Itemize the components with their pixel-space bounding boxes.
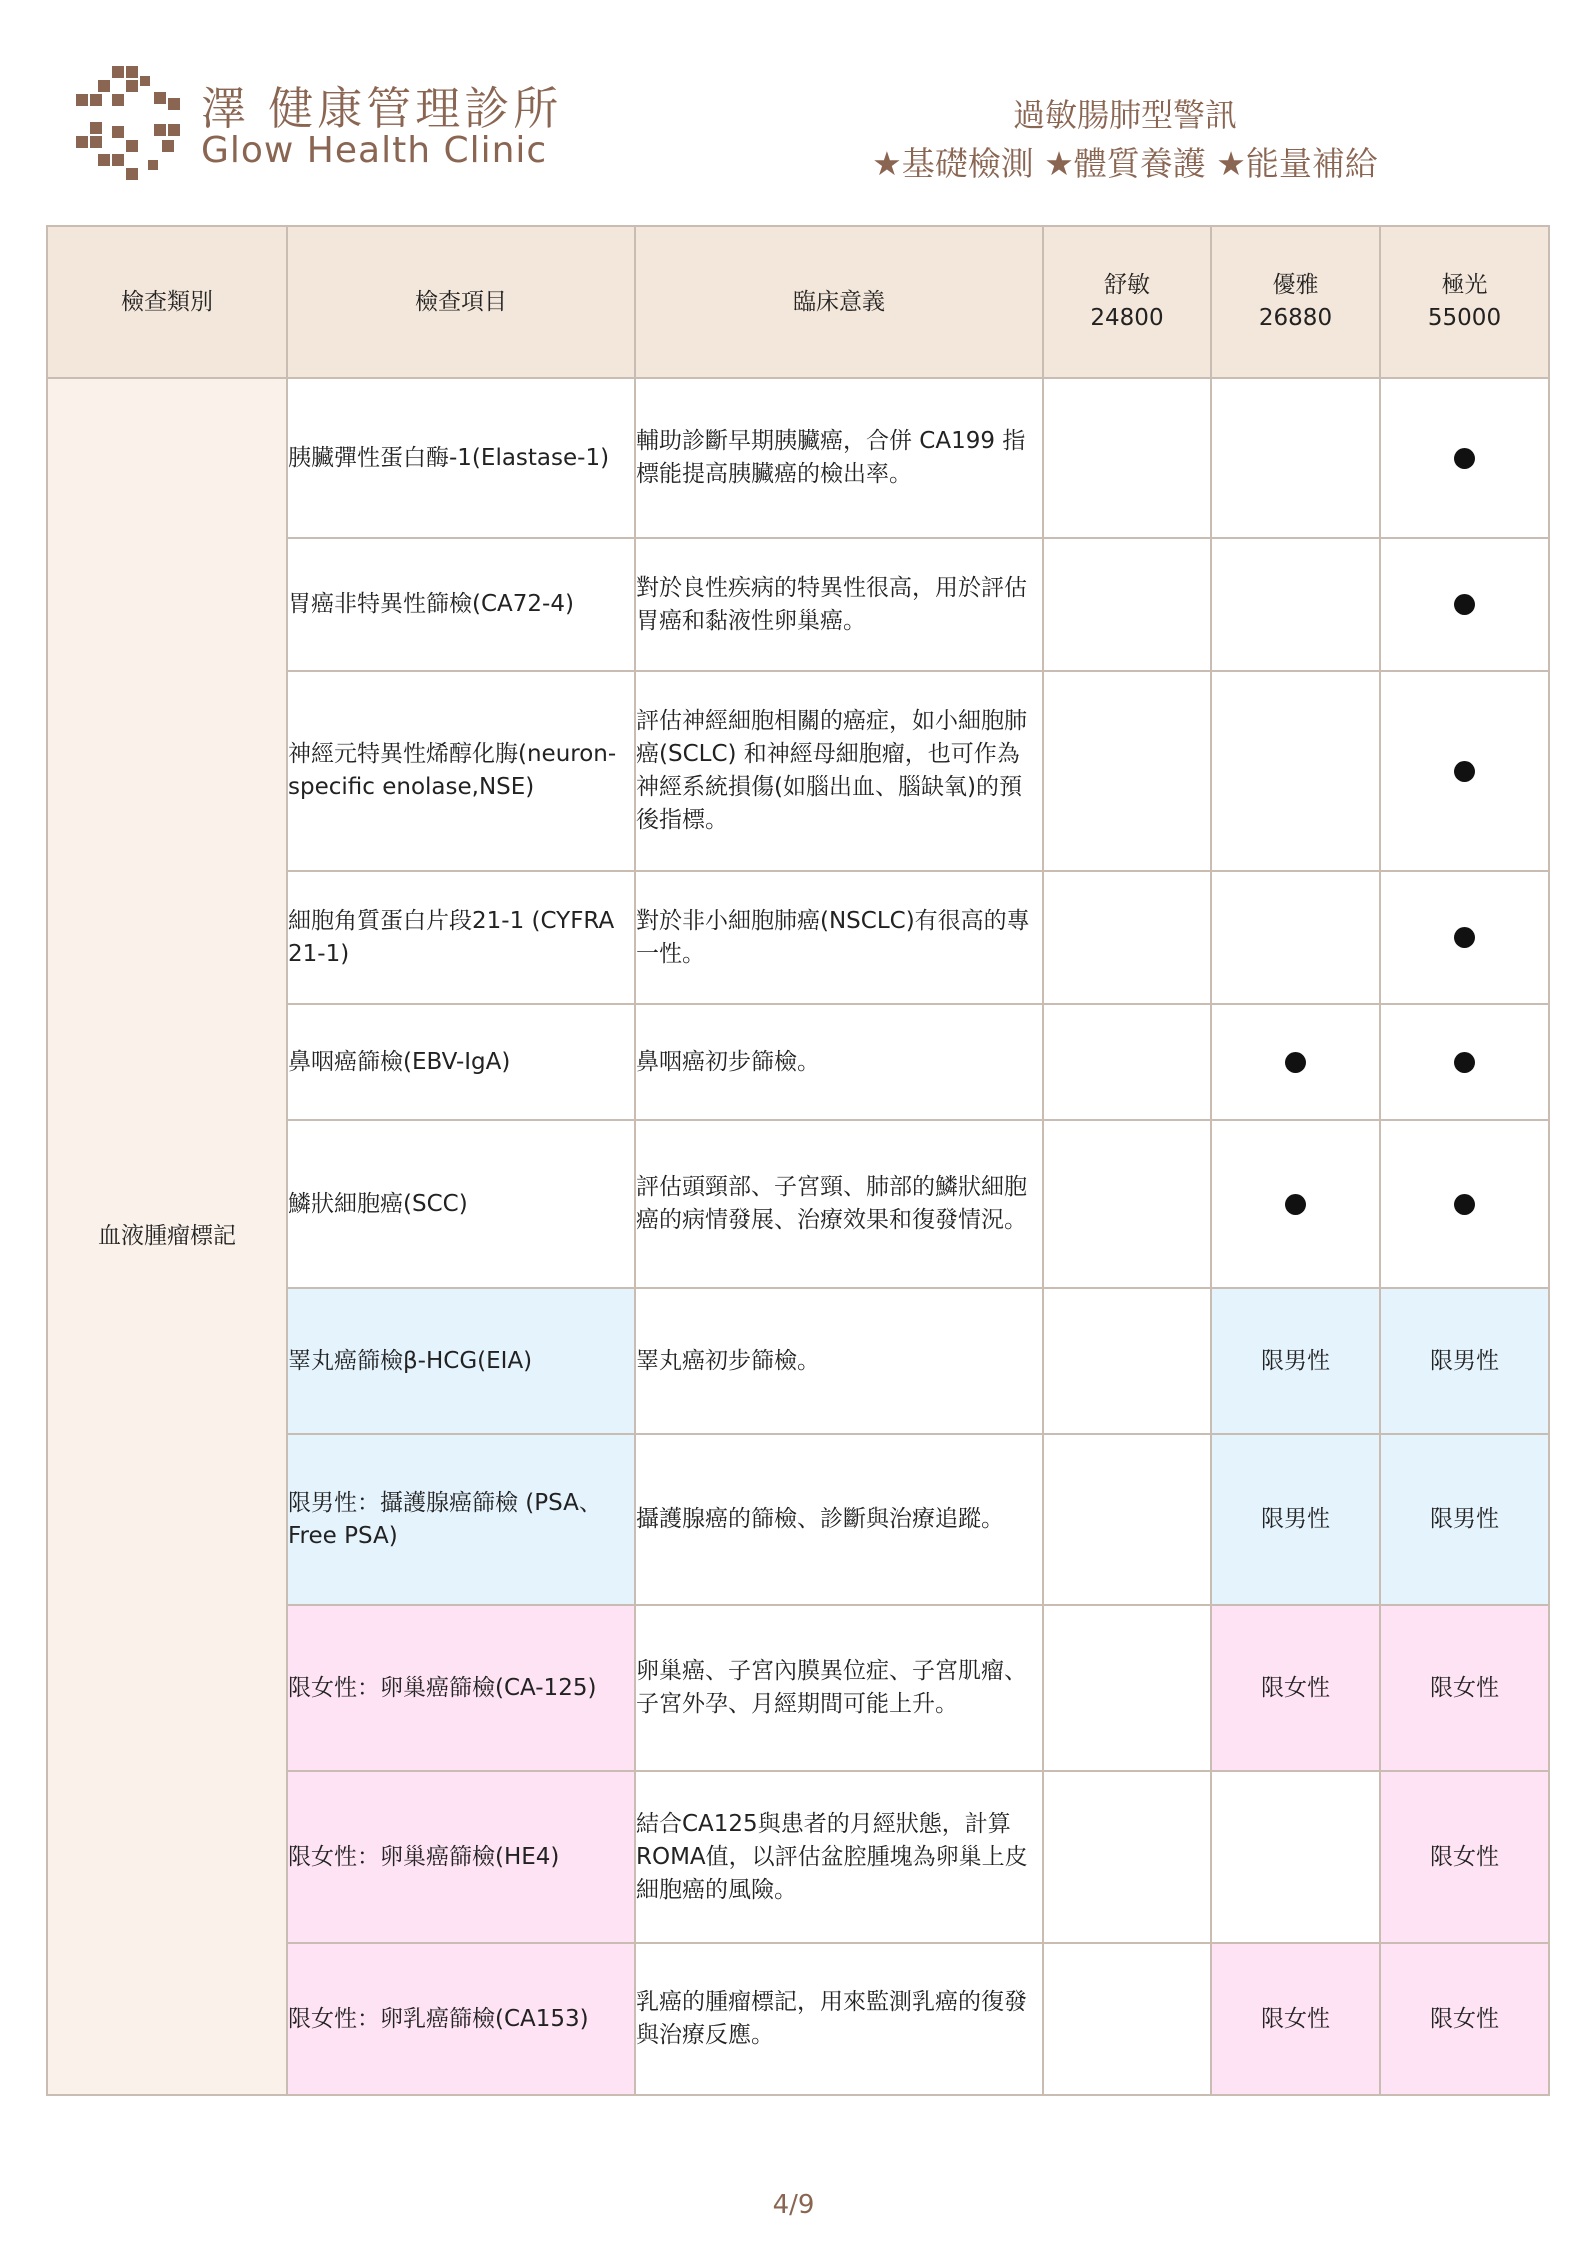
plan-2-cell: 限男性 <box>1211 1288 1380 1434</box>
meaning-cell: 鼻咽癌初步篩檢。 <box>635 1004 1043 1120</box>
plan-1-cell <box>1043 538 1211 671</box>
plan-3-cell: 限女性 <box>1380 1771 1549 1943</box>
table-header-row <box>47 226 1549 378</box>
included-dot-icon <box>1454 594 1475 615</box>
meaning-cell: 輔助診斷早期胰臟癌，合併 CA199 指標能提高胰臟癌的檢出率。 <box>635 378 1043 538</box>
item-cell: 胃癌非特異性篩檢(CA72-4) <box>287 538 635 671</box>
plan-1-cell <box>1043 378 1211 538</box>
meaning-cell: 評估頭頸部、子宮頸、肺部的鱗狀細胞癌的病情發展、治療效果和復發情況。 <box>635 1120 1043 1288</box>
item-cell: 鼻咽癌篩檢(EBV-IgA) <box>287 1004 635 1120</box>
brand-name-chinese: 澤 健康管理診所 <box>201 82 563 135</box>
plan-2-cell <box>1211 1004 1380 1120</box>
plan-price: 26880 <box>1258 305 1333 331</box>
plan-2-cell <box>1211 1771 1380 1943</box>
meaning-cell: 對於非小細胞肺癌(NSCLC)有很高的專一性。 <box>635 871 1043 1004</box>
included-dot-icon <box>1285 1194 1306 1215</box>
plan-1-cell <box>1043 1771 1211 1943</box>
plan-1-cell <box>1043 1288 1211 1434</box>
plan-price: 24800 <box>1090 305 1164 331</box>
meaning-cell: 乳癌的腫瘤標記，用來監測乳癌的復發與治療反應。 <box>635 1943 1043 2095</box>
plan-2-cell <box>1211 378 1380 538</box>
plan-3-cell: 限男性 <box>1380 1434 1549 1605</box>
item-cell: 限女性：卵巢癌篩檢(HE4) <box>287 1771 635 1943</box>
plan-3-cell <box>1380 378 1549 538</box>
plan-3-cell <box>1380 538 1549 671</box>
plan-name: 優雅 <box>1272 272 1319 298</box>
page-subtitle: ★基礎檢測 ★體質養護 ★能量補給 <box>872 144 1378 183</box>
category-cell: 血液腫瘤標記 <box>47 378 287 2095</box>
clinic-logo-icon <box>74 64 184 182</box>
plan-1-cell <box>1043 1120 1211 1288</box>
header-plan-1 <box>1043 226 1211 378</box>
plan-name: 極光 <box>1441 272 1488 298</box>
plan-2-cell <box>1211 538 1380 671</box>
item-cell: 細胞角質蛋白片段21-1 (CYFRA 21-1) <box>287 871 635 1004</box>
item-cell: 睪丸癌篩檢β-HCG(EIA) <box>287 1288 635 1434</box>
plan-1-cell <box>1043 1004 1211 1120</box>
item-cell: 神經元特異性烯醇化脢(neuron-specific enolase,NSE) <box>287 671 635 871</box>
meaning-cell: 結合CA125與患者的月經狀態，計算ROMA值，以評估盆腔腫塊為卵巢上皮細胞癌的風險。 <box>635 1771 1043 1943</box>
meaning-cell: 攝護腺癌的篩檢、診斷與治療追蹤。 <box>635 1434 1043 1605</box>
plan-3-cell: 限女性 <box>1380 1943 1549 2095</box>
table-row <box>47 378 1549 538</box>
item-cell: 限女性：卵巢癌篩檢(CA-125) <box>287 1605 635 1771</box>
included-dot-icon <box>1454 927 1475 948</box>
plan-3-cell <box>1380 1120 1549 1288</box>
meaning-cell: 對於良性疾病的特異性很高，用於評估胃癌和黏液性卵巢癌。 <box>635 538 1043 671</box>
plan-1-cell <box>1043 1605 1211 1771</box>
plan-2-cell <box>1211 671 1380 871</box>
included-dot-icon <box>1454 448 1475 469</box>
item-cell: 限女性：卵乳癌篩檢(CA153) <box>287 1943 635 2095</box>
included-dot-icon <box>1285 1052 1306 1073</box>
plan-3-cell <box>1380 1004 1549 1120</box>
meaning-cell: 評估神經細胞相關的癌症，如小細胞肺癌(SCLC) 和神經母細胞瘤，也可作為神經系統損傷(如腦出血、腦缺氧)的預後指標。 <box>635 671 1043 871</box>
plan-1-cell <box>1043 671 1211 871</box>
plan-3-cell <box>1380 871 1549 1004</box>
plan-2-cell <box>1211 1120 1380 1288</box>
meaning-cell: 睪丸癌初步篩檢。 <box>635 1288 1043 1434</box>
plan-2-cell: 限女性 <box>1211 1605 1380 1771</box>
plan-1-cell <box>1043 871 1211 1004</box>
exam-table <box>46 225 1550 2096</box>
header-plan-2 <box>1211 226 1380 378</box>
page-number: 4/9 <box>772 2190 815 2220</box>
plan-2-cell <box>1211 871 1380 1004</box>
included-dot-icon <box>1454 1194 1475 1215</box>
page-title: 過敏腸肺型警訊 <box>1012 96 1237 134</box>
plan-2-cell: 限女性 <box>1211 1943 1380 2095</box>
header-plan-3 <box>1380 226 1549 378</box>
included-dot-icon <box>1454 1052 1475 1073</box>
header-category: 檢查類別 <box>47 226 287 378</box>
header-item: 檢查項目 <box>287 226 635 378</box>
item-cell: 鱗狀細胞癌(SCC) <box>287 1120 635 1288</box>
plan-2-cell: 限男性 <box>1211 1434 1380 1605</box>
plan-price: 55000 <box>1427 305 1502 331</box>
plan-1-cell <box>1043 1943 1211 2095</box>
item-cell: 限男性：攝護腺癌篩檢 (PSA、Free PSA) <box>287 1434 635 1605</box>
plan-1-cell <box>1043 1434 1211 1605</box>
item-cell: 胰臟彈性蛋白酶-1(Elastase-1) <box>287 378 635 538</box>
header-meaning: 臨床意義 <box>635 226 1043 378</box>
included-dot-icon <box>1454 761 1475 782</box>
plan-3-cell <box>1380 671 1549 871</box>
plan-3-cell: 限女性 <box>1380 1605 1549 1771</box>
brand-name-english: Glow Health Clinic <box>201 130 548 171</box>
plan-name: 舒敏 <box>1104 272 1150 298</box>
plan-3-cell: 限男性 <box>1380 1288 1549 1434</box>
meaning-cell: 卵巢癌、子宮內膜異位症、子宮肌瘤、子宮外孕、月經期間可能上升。 <box>635 1605 1043 1771</box>
